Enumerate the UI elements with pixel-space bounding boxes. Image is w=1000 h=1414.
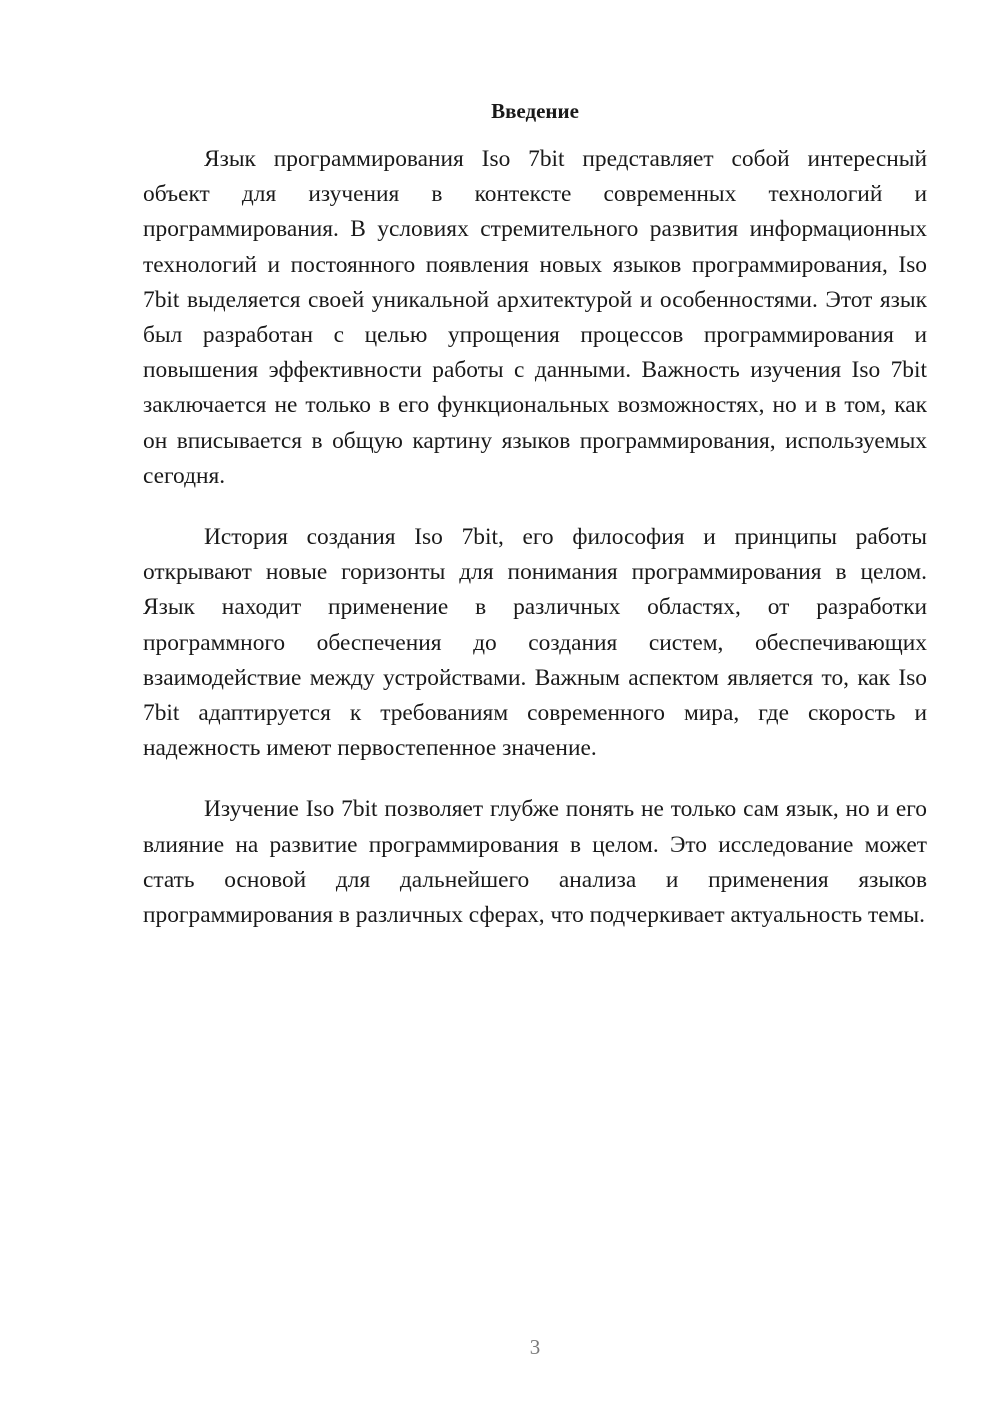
document-body [143, 142, 927, 959]
section-heading: Введение [491, 99, 579, 123]
paragraph-conclusion: Изучение Iso 7bit позволяет глубже понять не только сам язык, но и его влияние на развитие программирования в целом. Это исследование может стать основой для дальнейшего анализа и применения языков программирования в различных сферах, что подчеркивает актуальность темы. [143, 796, 927, 929]
page-number: 3 [529, 1335, 541, 1359]
paragraph-history: История создания Iso 7bit, его философия и принципы работы открывают новые горизонты для понимания программирования в целом. Язык находит применение в различных областях, от разработки программного обеспечения до создания систем, обеспечивающих взаимодействие между устройствами. Важным аспектом является то, как Iso 7bit адаптируется к требованиям современного мира, где скорость и надежность имеют первостепенное значение. [143, 524, 927, 762]
paragraph-intro: Язык программирования Iso 7bit представляет собой интересный объект для изучения в контексте современных технологий и программирования. В условиях стремительного развития информационных технологий и постоянного появления новых языков программирования, Iso 7bit выделяется своей уникальной архитектурой и особенностями. Этот язык был разработан с целью упрощения процессов программирования и повышения эффективности работы с данными. Важность изучения Iso 7bit заключается не только в его функциональных возможностях, но и в том, как он вписывается в общую картину языков программирования, используемых сегодня. [143, 146, 927, 489]
